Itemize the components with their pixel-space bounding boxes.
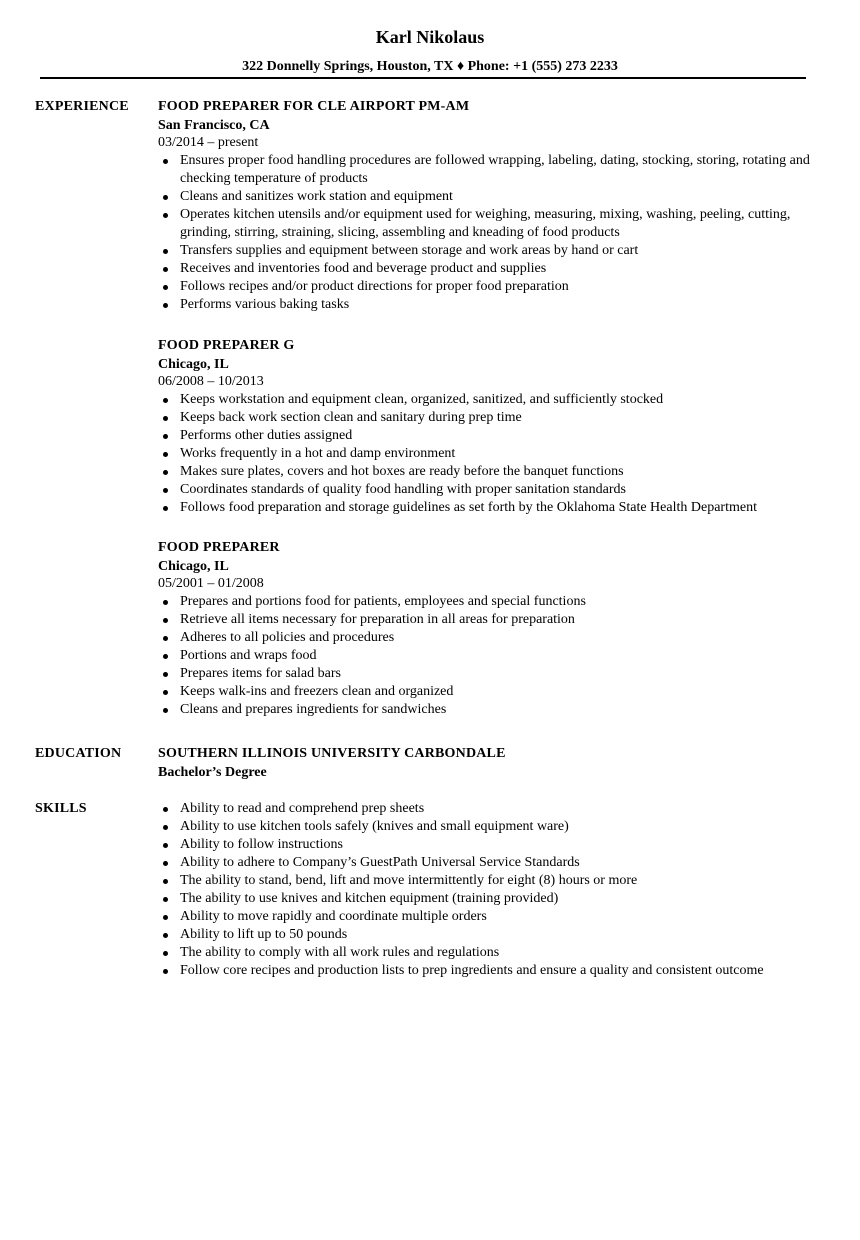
list-item: Prepares items for salad bars bbox=[158, 665, 818, 683]
job-dates: 03/2014 – present bbox=[158, 135, 259, 150]
bullet-icon bbox=[163, 897, 168, 902]
bullet-icon bbox=[163, 434, 168, 439]
bullet-icon bbox=[163, 843, 168, 848]
job-duties bbox=[158, 391, 818, 517]
job-entry bbox=[158, 337, 818, 517]
list-item: Performs other duties assigned bbox=[158, 427, 818, 445]
bullet-icon bbox=[163, 915, 168, 920]
bullet-icon bbox=[163, 452, 168, 457]
list-item: Ability to use kitchen tools safely (knives and small equipment ware) bbox=[158, 818, 818, 836]
bullet-icon bbox=[163, 969, 168, 974]
school-name: SOUTHERN ILLINOIS UNIVERSITY CARBONDALE bbox=[158, 746, 506, 761]
bullet-icon bbox=[163, 159, 168, 164]
list-item: Follow core recipes and production lists to prep ingredients and ensure a quality and consistent outcome bbox=[158, 962, 818, 980]
list-item: Keeps back work section clean and sanitary during prep time bbox=[158, 409, 818, 427]
job-title: FOOD PREPARER FOR CLE AIRPORT PM-AM bbox=[158, 99, 470, 114]
bullet-icon bbox=[163, 951, 168, 956]
bullet-icon bbox=[163, 416, 168, 421]
skills-list bbox=[158, 800, 818, 980]
job-duties bbox=[158, 593, 818, 719]
job-title: FOOD PREPARER G bbox=[158, 338, 295, 353]
list-item: Ability to adhere to Company’s GuestPath Universal Service Standards bbox=[158, 854, 818, 872]
list-item: Transfers supplies and equipment between storage and work areas by hand or cart bbox=[158, 242, 818, 260]
job-entry bbox=[158, 539, 818, 719]
bullet-icon bbox=[163, 488, 168, 493]
bullet-icon bbox=[163, 618, 168, 623]
list-item: Performs various baking tasks bbox=[158, 296, 818, 314]
bullet-icon bbox=[163, 636, 168, 641]
section-label-skills: SKILLS bbox=[35, 801, 87, 816]
job-dates: 05/2001 – 01/2008 bbox=[158, 576, 264, 591]
list-item: Cleans and sanitizes work station and equipment bbox=[158, 188, 818, 206]
resume-name: Karl Nikolaus bbox=[375, 27, 485, 47]
job-location: Chicago, IL bbox=[158, 559, 229, 574]
section-label-education: EDUCATION bbox=[35, 746, 122, 761]
bullet-icon bbox=[163, 825, 168, 830]
list-item: Ensures proper food handling procedures are followed wrapping, labeling, dating, stocking, storing, rotating and checking temperature of products bbox=[158, 152, 818, 188]
list-item: The ability to stand, bend, lift and move intermittently for eight (8) hours or more bbox=[158, 872, 818, 890]
bullet-icon bbox=[163, 654, 168, 659]
bullet-icon bbox=[163, 506, 168, 511]
job-duties bbox=[158, 152, 818, 314]
list-item: Receives and inventories food and beverage product and supplies bbox=[158, 260, 818, 278]
list-item: Prepares and portions food for patients, employees and special functions bbox=[158, 593, 818, 611]
list-item: Keeps walk-ins and freezers clean and organized bbox=[158, 683, 818, 701]
job-location: Chicago, IL bbox=[158, 357, 229, 372]
bullet-icon bbox=[163, 672, 168, 677]
bullet-icon bbox=[163, 807, 168, 812]
job-entry bbox=[158, 98, 818, 314]
bullet-icon bbox=[163, 879, 168, 884]
bullet-icon bbox=[163, 708, 168, 713]
list-item: Ability to move rapidly and coordinate multiple orders bbox=[158, 908, 818, 926]
bullet-icon bbox=[163, 303, 168, 308]
list-item: Follows food preparation and storage guidelines as set forth by the Oklahoma State Health Department bbox=[158, 499, 818, 517]
header-divider bbox=[40, 77, 806, 79]
list-item: Ability to lift up to 50 pounds bbox=[158, 926, 818, 944]
bullet-icon bbox=[163, 690, 168, 695]
job-title: FOOD PREPARER bbox=[158, 540, 280, 555]
list-item: Retrieve all items necessary for preparation in all areas for preparation bbox=[158, 611, 818, 629]
degree: Bachelor’s Degree bbox=[158, 765, 267, 780]
section-label-experience: EXPERIENCE bbox=[35, 99, 129, 114]
education-entry bbox=[158, 745, 818, 783]
list-item: Cleans and prepares ingredients for sandwiches bbox=[158, 701, 818, 719]
contact-line: 322 Donnelly Springs, Houston, TX ♦ Phone: +1 (555) 273 2233 bbox=[242, 59, 618, 74]
bullet-icon bbox=[163, 861, 168, 866]
bullet-icon bbox=[163, 398, 168, 403]
bullet-icon bbox=[163, 600, 168, 605]
list-item: Adheres to all policies and procedures bbox=[158, 629, 818, 647]
list-item: The ability to comply with all work rules and regulations bbox=[158, 944, 818, 962]
bullet-icon bbox=[163, 267, 168, 272]
list-item: Portions and wraps food bbox=[158, 647, 818, 665]
skills-entry bbox=[158, 800, 818, 980]
list-item: Follows recipes and/or product directions for proper food preparation bbox=[158, 278, 818, 296]
list-item: Makes sure plates, covers and hot boxes are ready before the banquet functions bbox=[158, 463, 818, 481]
bullet-icon bbox=[163, 285, 168, 290]
list-item: Ability to read and comprehend prep sheets bbox=[158, 800, 818, 818]
bullet-icon bbox=[163, 470, 168, 475]
bullet-icon bbox=[163, 213, 168, 218]
list-item: Works frequently in a hot and damp environment bbox=[158, 445, 818, 463]
list-item: The ability to use knives and kitchen equipment (training provided) bbox=[158, 890, 818, 908]
bullet-icon bbox=[163, 195, 168, 200]
job-dates: 06/2008 – 10/2013 bbox=[158, 374, 264, 389]
list-item: Ability to follow instructions bbox=[158, 836, 818, 854]
job-location: San Francisco, CA bbox=[158, 118, 270, 133]
bullet-icon bbox=[163, 933, 168, 938]
list-item: Coordinates standards of quality food handling with proper sanitation standards bbox=[158, 481, 818, 499]
list-item: Operates kitchen utensils and/or equipment used for weighing, measuring, mixing, washing, peeling, cutting, grinding, stirring, straining, slicing, assembling and kneading of food products bbox=[158, 206, 818, 242]
list-item: Keeps workstation and equipment clean, organized, sanitized, and sufficiently stocked bbox=[158, 391, 818, 409]
bullet-icon bbox=[163, 249, 168, 254]
